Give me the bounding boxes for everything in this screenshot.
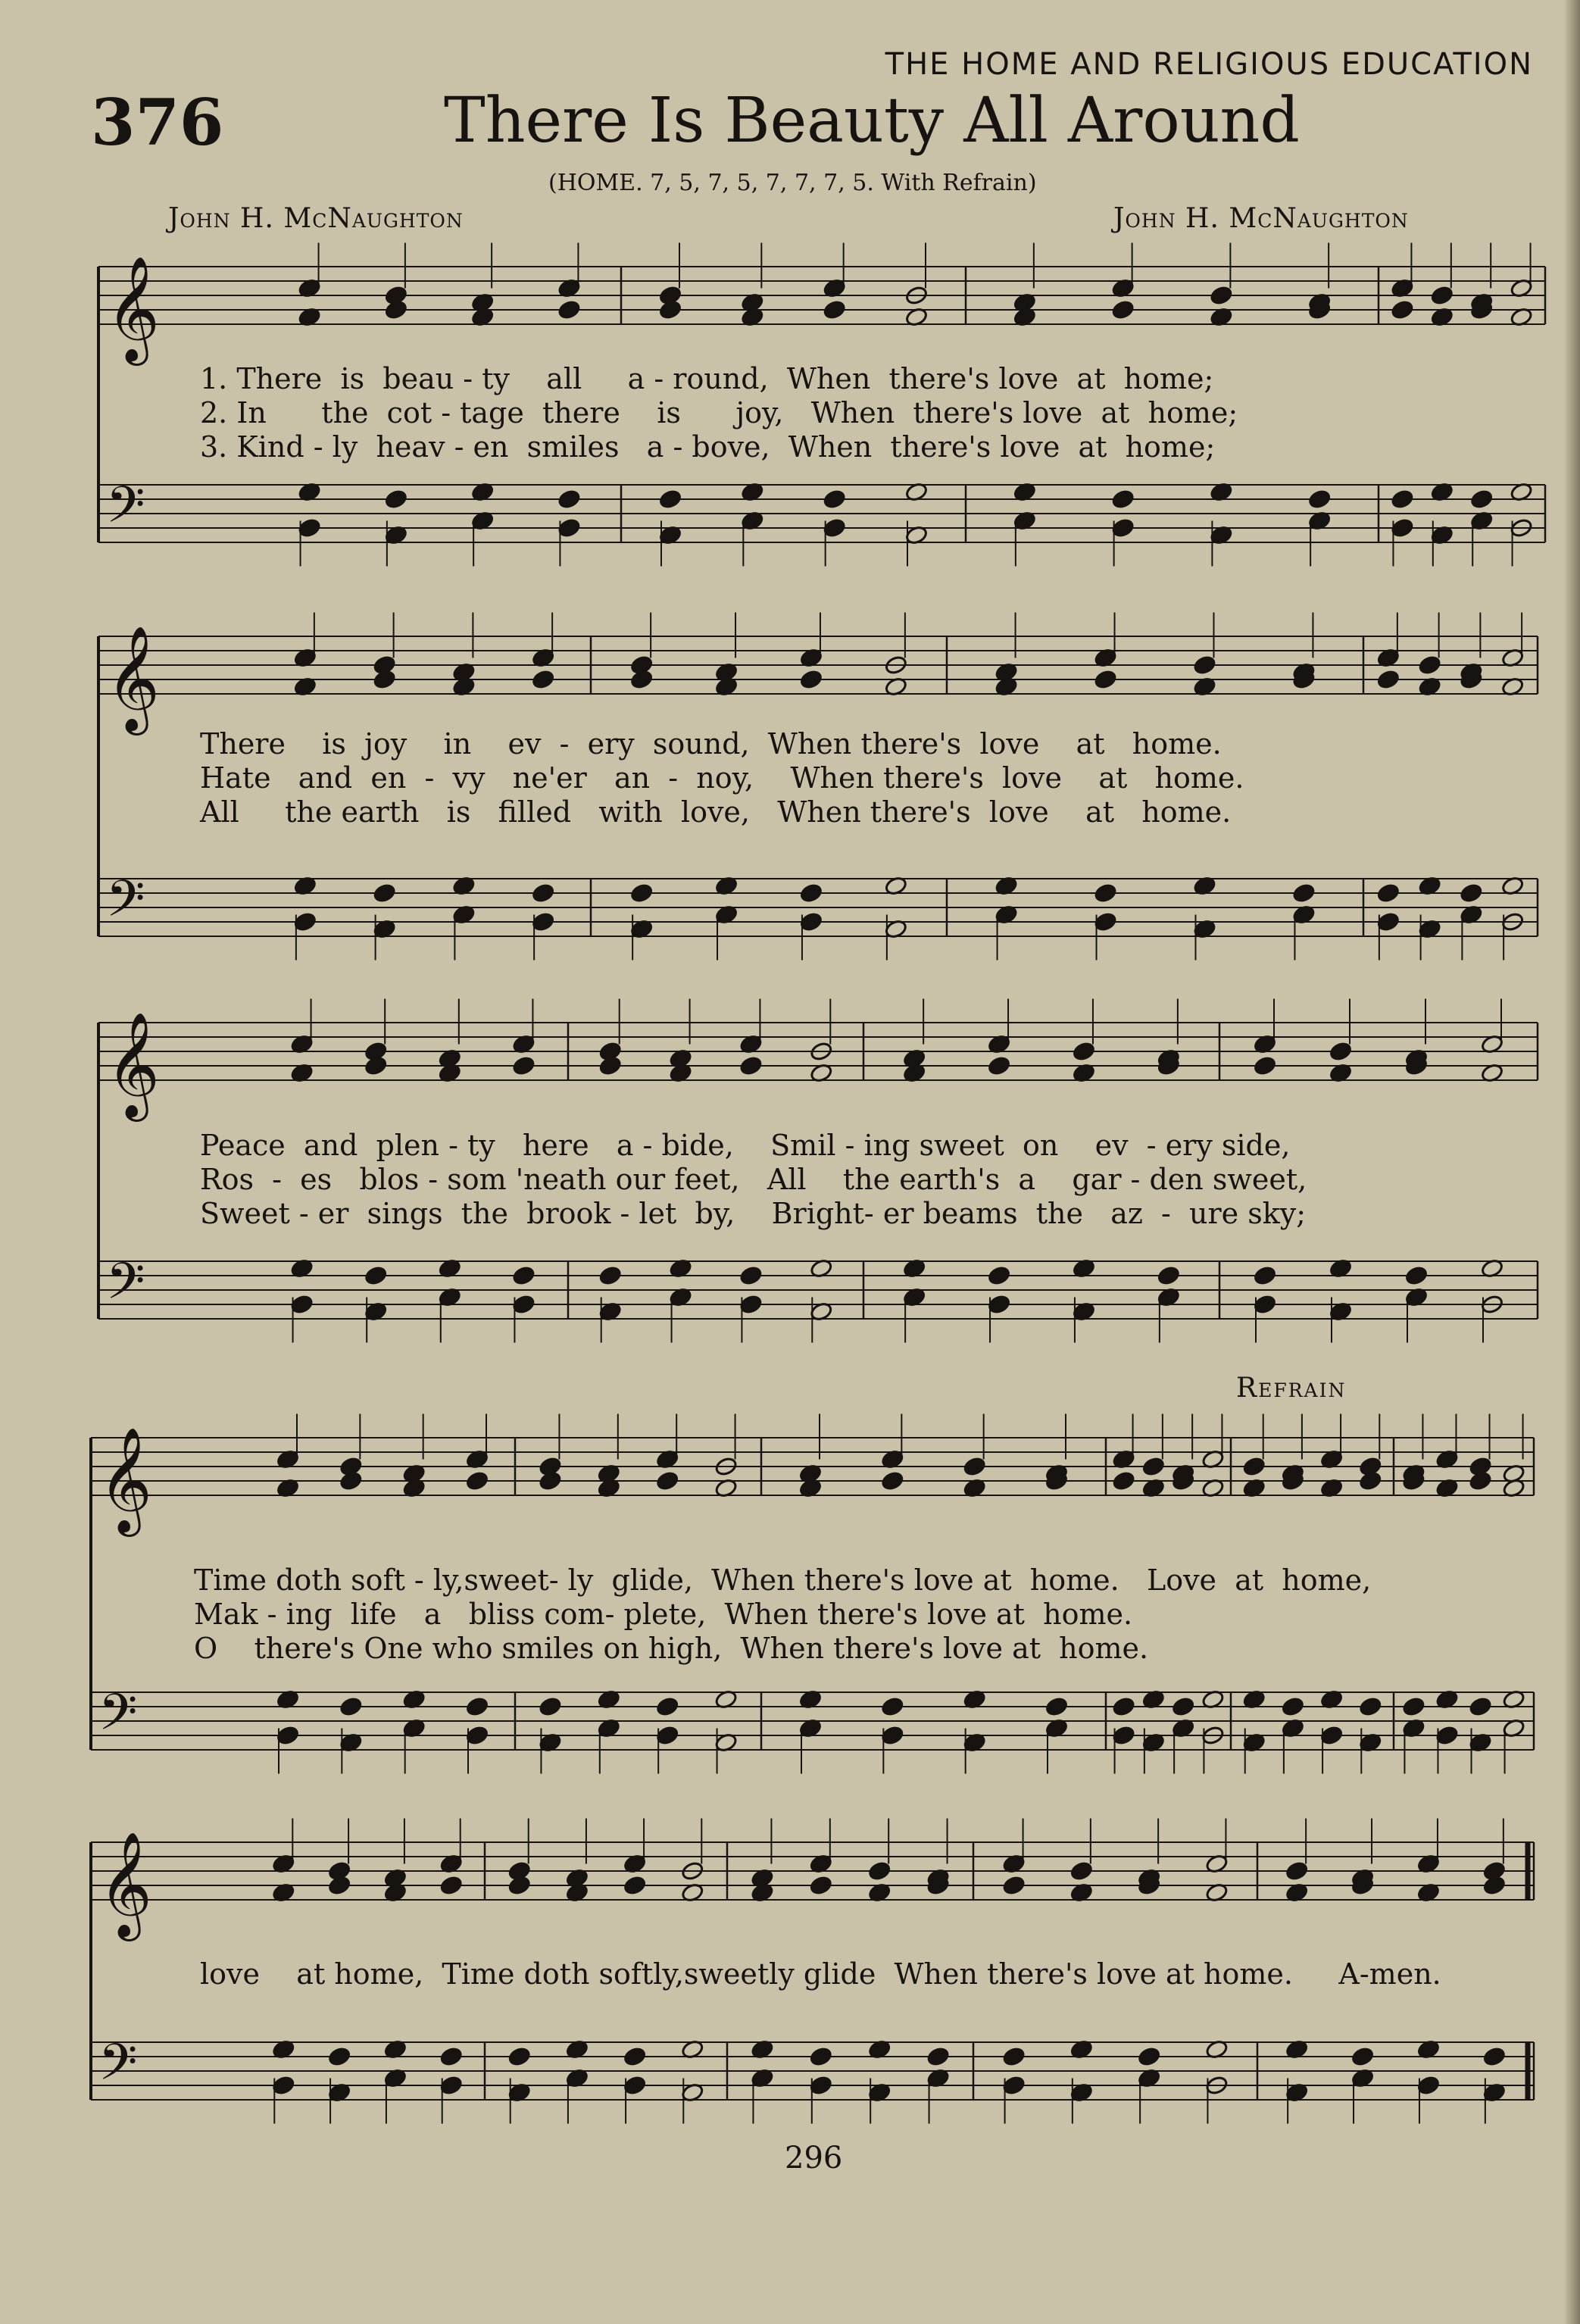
- note-head: [739, 1265, 763, 1285]
- note-head: [328, 2046, 351, 2066]
- note-head: [507, 2046, 531, 2066]
- note-head: [799, 882, 823, 903]
- note-head: [1470, 489, 1494, 509]
- note-head: [276, 1725, 299, 1745]
- note-head: [339, 1470, 363, 1491]
- note-head: [1482, 2046, 1506, 2066]
- note-head: [1435, 1725, 1459, 1745]
- lyrics-system-5: [200, 1957, 1441, 1991]
- note-head: [809, 2046, 832, 2066]
- note-head: [1359, 1696, 1382, 1716]
- lyric-verse-2: Hate and en - vy ne'er an - noy, When there's love at home.: [200, 761, 1244, 795]
- note-head: [1172, 1696, 1195, 1716]
- note-head: [439, 1875, 463, 1895]
- lyric-verse-3: Sweet - er sings the brook - let by, Bright- er beams the az - ure sky;: [200, 1197, 1307, 1230]
- bass-clef-icon: 𝄢: [106, 1252, 145, 1323]
- note-head: [823, 517, 846, 538]
- note-head: [987, 1265, 1010, 1285]
- note-head: [739, 1055, 763, 1076]
- note-head: [298, 517, 321, 538]
- note-head: [532, 669, 555, 689]
- note-head: [630, 882, 654, 903]
- note-head: [963, 1456, 986, 1476]
- note-head: [1069, 1860, 1093, 1881]
- note-head: [656, 1696, 679, 1716]
- note-head: [1044, 1696, 1068, 1716]
- note-head: [1376, 669, 1400, 689]
- note-head: [1111, 489, 1135, 509]
- note-head: [1460, 882, 1483, 903]
- lyric-verse-3: 3. Kind - ly heav - en smiles a - bove, When there's love at home;: [200, 430, 1216, 464]
- note-head: [881, 1725, 904, 1745]
- note-head: [1111, 517, 1135, 538]
- note-head: [623, 2075, 647, 2095]
- note-head: [1094, 669, 1117, 689]
- lyric-verse-1: Time doth soft - ly,sweet- ly glide, When there's love at home. Love at home,: [194, 1563, 1372, 1597]
- lyric-verse-3: All the earth is filled with love, When there's love at home.: [200, 795, 1232, 829]
- note-head: [658, 299, 682, 320]
- hymn-title: There Is Beauty All Around: [444, 85, 1300, 157]
- note-head: [557, 517, 581, 538]
- lyric-verse-2: 2. In the cot - tage there is joy, When there's love at home;: [200, 396, 1238, 430]
- note-head: [532, 882, 555, 903]
- note-head: [1210, 285, 1233, 305]
- note-head: [373, 669, 396, 689]
- note-head: [439, 2046, 463, 2066]
- page-number: 296: [785, 2141, 843, 2176]
- note-head: [1253, 1294, 1276, 1314]
- note-head: [1418, 654, 1441, 675]
- lyrics-system-1: [200, 362, 1238, 464]
- lyric-verse-1: There is joy in ev - ery sound, When there's love at home.: [200, 727, 1222, 761]
- note-head: [1469, 1470, 1492, 1491]
- note-head: [658, 489, 682, 509]
- note-head: [1111, 299, 1135, 320]
- note-head: [1329, 1041, 1352, 1061]
- hymn-number: 376: [91, 85, 224, 160]
- lyrics-system-3: [200, 1129, 1307, 1231]
- note-head: [512, 1294, 536, 1314]
- note-head: [739, 1294, 763, 1314]
- lyric-verse-1: Peace and plen - ty here a - bide, Smil - ing sweet on ev - ery side,: [200, 1129, 1291, 1162]
- note-head: [1094, 911, 1117, 932]
- note-head: [465, 1725, 489, 1745]
- note-head: [512, 1265, 536, 1285]
- note-head: [1253, 1265, 1276, 1285]
- note-head: [1242, 1456, 1266, 1476]
- note-head: [507, 1875, 531, 1895]
- note-head: [1157, 1265, 1180, 1285]
- note-head: [1402, 1696, 1425, 1716]
- note-head: [1138, 2046, 1161, 2066]
- note-head: [557, 299, 581, 320]
- treble-clef-icon: 𝄞: [106, 1012, 160, 1117]
- note-head: [1002, 1875, 1026, 1895]
- note-head: [1292, 882, 1316, 903]
- treble-clef-icon: 𝄞: [106, 256, 160, 361]
- note-head: [1482, 1875, 1506, 1895]
- note-head: [384, 489, 407, 509]
- note-head: [1285, 1860, 1309, 1881]
- note-head: [539, 1696, 562, 1716]
- note-head: [868, 1860, 891, 1881]
- words-credit: John H. McNaughton: [168, 203, 464, 234]
- note-head: [1359, 1470, 1382, 1491]
- note-head: [1391, 517, 1414, 538]
- note-head: [1002, 2075, 1026, 2095]
- section-header: THE HOME AND RELIGIOUS EDUCATION: [885, 47, 1533, 82]
- note-head: [1281, 1696, 1304, 1716]
- note-head: [1253, 1055, 1276, 1076]
- note-head: [881, 1470, 904, 1491]
- note-head: [512, 1055, 536, 1076]
- note-head: [290, 1294, 314, 1314]
- note-head: [598, 1265, 622, 1285]
- bass-clef-icon: 𝄢: [98, 1683, 138, 1754]
- note-head: [328, 1875, 351, 1895]
- lyric-verse-2: Ros - es blos - som 'neath our feet, All the earth's a gar - den sweet,: [200, 1163, 1307, 1196]
- note-head: [1193, 654, 1216, 675]
- note-head: [799, 669, 823, 689]
- note-head: [1391, 299, 1414, 320]
- bass-clef-icon: 𝄢: [106, 476, 145, 546]
- note-head: [1112, 1470, 1135, 1491]
- note-head: [384, 299, 407, 320]
- note-head: [1391, 489, 1414, 509]
- note-head: [293, 911, 317, 932]
- note-head: [539, 1470, 562, 1491]
- bass-clef-icon: 𝄢: [106, 870, 145, 940]
- note-head: [1430, 285, 1454, 305]
- note-head: [630, 669, 654, 689]
- note-head: [465, 1696, 489, 1716]
- note-head: [623, 1875, 647, 1895]
- lyric-verse-3: O there's One who smiles on high, When there's love at home.: [194, 1632, 1149, 1665]
- note-head: [809, 2075, 832, 2095]
- note-head: [557, 489, 581, 509]
- note-head: [799, 911, 823, 932]
- note-head: [1072, 1041, 1095, 1061]
- note-head: [623, 2046, 647, 2066]
- note-head: [373, 882, 396, 903]
- lyrics-system-2: [200, 727, 1244, 829]
- lyric-verse-2: Mak - ing life a bliss com- plete, When there's love at home.: [194, 1598, 1133, 1631]
- note-head: [1416, 2075, 1440, 2095]
- bass-clef-icon: 𝄢: [98, 2033, 138, 2104]
- note-head: [1404, 1265, 1428, 1285]
- note-head: [364, 1265, 388, 1285]
- note-head: [1320, 1725, 1344, 1745]
- note-head: [823, 299, 846, 320]
- refrain-label: Refrain: [1236, 1373, 1347, 1404]
- note-head: [1350, 2046, 1374, 2066]
- tune-meter: (HOME. 7, 5, 7, 5, 7, 7, 7, 5. With Refrain): [548, 170, 1037, 196]
- note-head: [1112, 1725, 1135, 1745]
- treble-clef-icon: 𝄞: [106, 626, 160, 731]
- note-head: [987, 1294, 1010, 1314]
- note-head: [1376, 882, 1400, 903]
- note-head: [656, 1725, 679, 1745]
- note-head: [656, 1470, 679, 1491]
- note-head: [987, 1055, 1010, 1076]
- note-head: [823, 489, 846, 509]
- note-head: [926, 2046, 950, 2066]
- note-head: [881, 1696, 904, 1716]
- note-head: [272, 2075, 295, 2095]
- lyric-verse-1: 1. There is beau - ty all a - round, When there's love at home;: [200, 362, 1214, 395]
- note-head: [1002, 2046, 1026, 2066]
- lyric-verse-1: love at home, Time doth softly,sweetly glide When there's love at home. A-men.: [200, 1957, 1441, 1991]
- note-head: [1112, 1696, 1135, 1716]
- music-credit: John H. McNaughton: [1113, 203, 1409, 234]
- lyrics-system-4: [194, 1563, 1371, 1666]
- note-head: [809, 1875, 832, 1895]
- note-head: [1469, 1696, 1492, 1716]
- note-head: [439, 2075, 463, 2095]
- note-head: [1376, 911, 1400, 932]
- note-head: [532, 911, 555, 932]
- treble-clef-icon: 𝄞: [98, 1427, 152, 1532]
- note-head: [339, 1696, 363, 1716]
- page-edge-shadow: [1563, 0, 1580, 2324]
- note-head: [1094, 882, 1117, 903]
- treble-clef-icon: 𝄞: [98, 1832, 152, 1937]
- note-head: [1308, 489, 1332, 509]
- note-head: [364, 1055, 388, 1076]
- note-head: [1141, 1456, 1165, 1476]
- note-head: [465, 1470, 489, 1491]
- note-head: [598, 1055, 622, 1076]
